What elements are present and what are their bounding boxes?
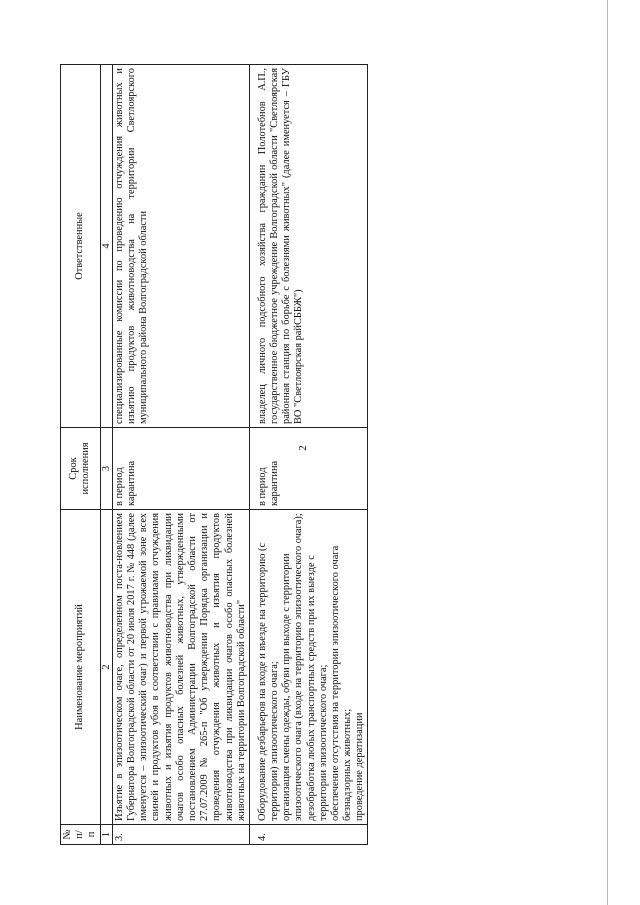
row-num: 4. — [256, 825, 368, 845]
measures-table — [60, 64, 368, 845]
table-header-row — [61, 65, 101, 845]
rotated-page-content — [60, 65, 600, 845]
page-edge-line — [607, 0, 608, 905]
row-measure: Изъятие в эпизоотическом очаге, определенном поста-новлением Губернатора Волгоградской области от 20 июля 2017 г. № 448 (далее именуется – эпизоотический очаг) и первой угрожаемой зоне всех свиней и продуктов убоя в соответствии с правилами отчуждения животных и изъятия продуктов животноводства при ликвидации очагов особо опасных болезней животных, утвержденными постановлением Администрации Волгоградской области от 27.07.2009 № 265-п "Об утверждении Порядка организации и проведения отчуждения животных и изъятия продуктов животноводства при ликвидации очагов особо опасных болезней животных на территории Волгоградской области" — [112, 510, 249, 825]
column-number-row — [100, 65, 112, 845]
page-number: 2 — [296, 445, 309, 451]
table-row — [256, 65, 368, 845]
column-number: 3 — [100, 428, 112, 510]
header-term: Срок исполнения — [61, 428, 101, 510]
header-num: № п/п — [61, 825, 101, 845]
row-num: 3. — [112, 825, 249, 845]
row-measure: Оборудование дезбарьеров на входе и въезде на территорию (с территории) эпизоотического очага; организация смены одежды, обуви при выходе с территории эпизоотического очага (входе на территорию эпизоотического очага); дезобработка любых транспортных средств при их выезде с территории эпизоотического очага; обеспечение отсутствия на территории эпизоотического очага безнадзорных животных; проведение дератизации — [256, 510, 368, 825]
header-responsible: Ответственные — [61, 65, 101, 428]
column-number: 1 — [100, 825, 112, 845]
row-term: в период карантина — [112, 428, 249, 510]
table-row — [112, 65, 249, 845]
row-responsible: специализированные комиссии по проведению отчуждения животных и изъятию продуктов животноводства на территории Светлоярского муниципального района Волгоградской области — [112, 65, 249, 428]
column-number: 2 — [100, 510, 112, 825]
row-term: в период карантина — [256, 428, 368, 510]
header-measure: Наименование мероприятий — [61, 510, 101, 825]
column-number: 4 — [100, 65, 112, 428]
row-responsible: владелец личного подсобного хозяйства гражданин Полотебнов А.П., государственное бюджетное учреждение Волгоградской области "Светлоярская районная станция по борьбе с болезнями животных" (далее именуется – ГБУ ВО "Светлоярская райСББЖ") — [256, 65, 368, 428]
